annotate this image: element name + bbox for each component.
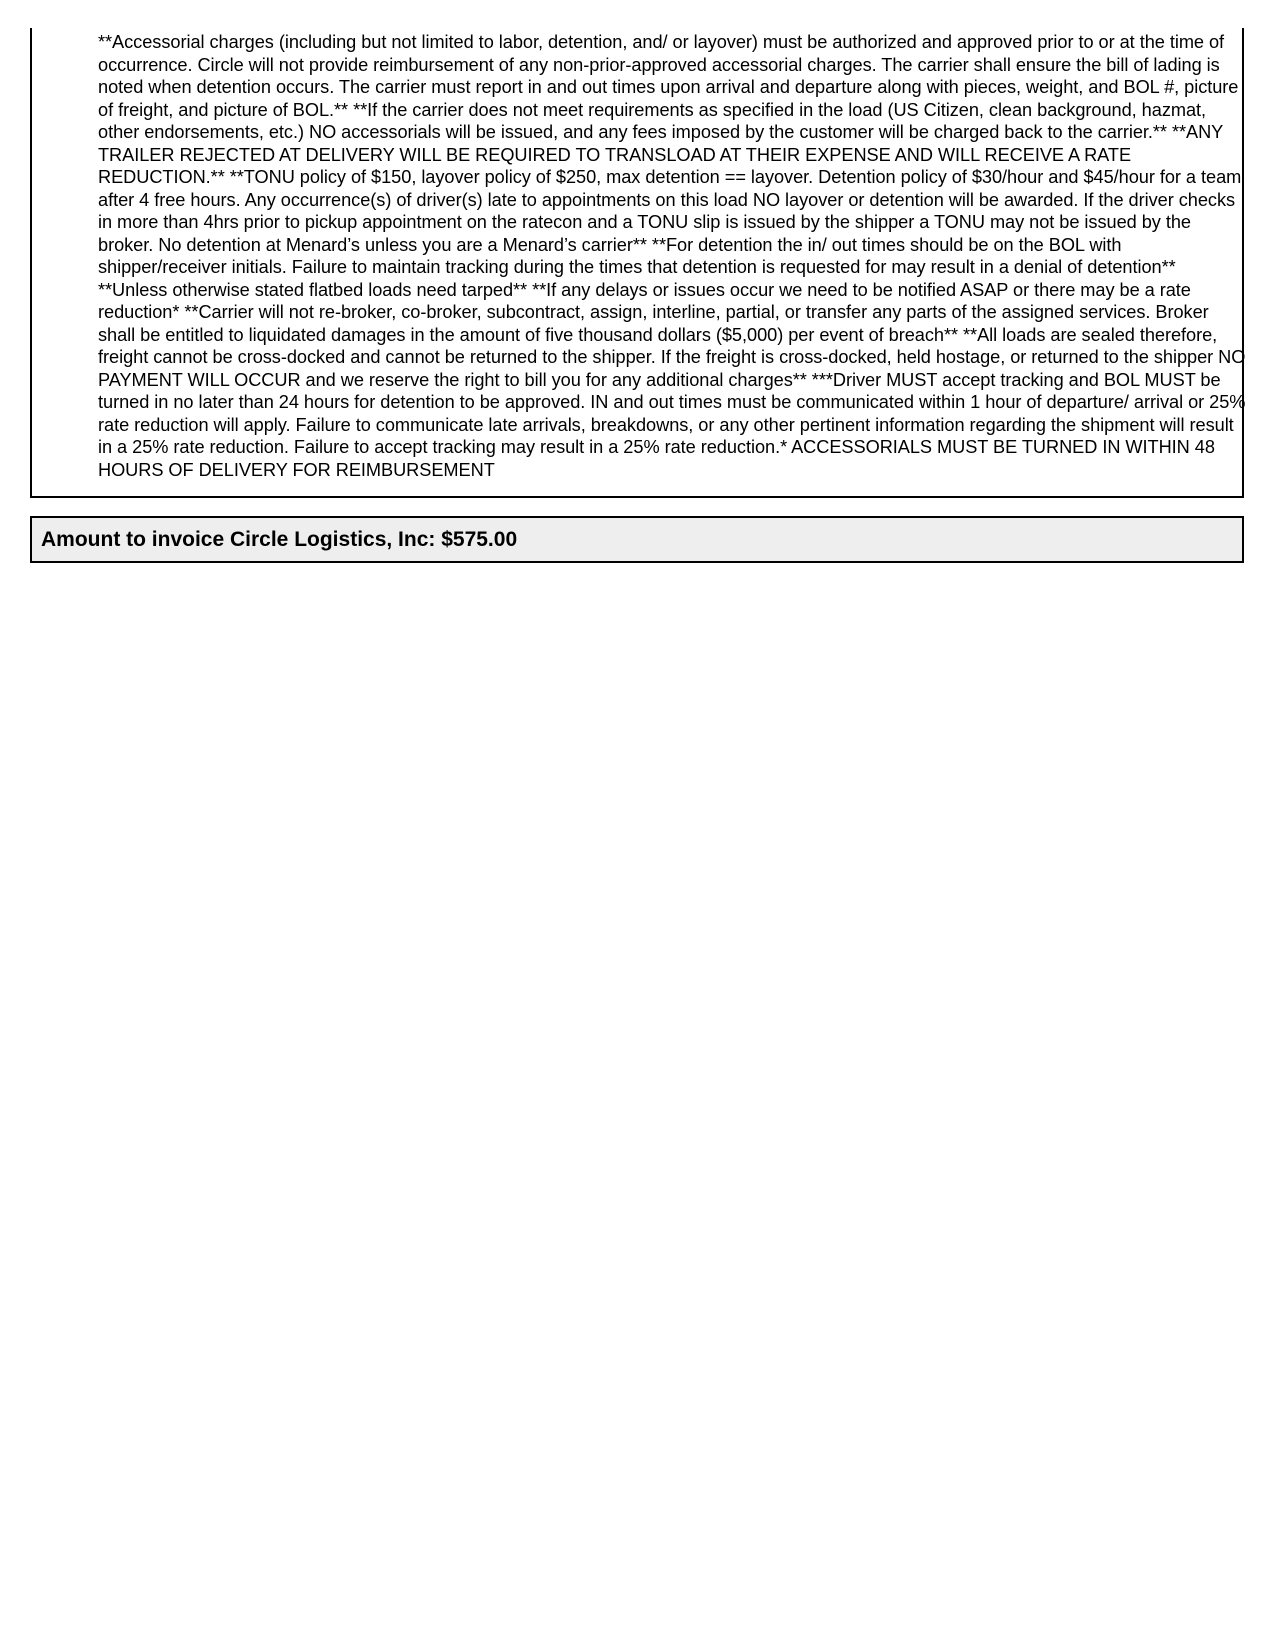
invoice-amount-section (30, 516, 1244, 563)
invoice-amount-text: Amount to invoice Circle Logistics, Inc: $575.00 (41, 528, 518, 551)
accessorial-terms-section (30, 28, 1244, 498)
accessorial-terms-text: **Accessorial charges (including but not limited to labor, detention, and/ or layover) must be authorized and approved prior to or at the time of occurrence. Circle will not provide reimbursement of any non-prior-approved accessorial charges. The carrier shall ensure the bill of lading is noted when detention occurs. The carrier must report in and out times upon arrival and departure along with pieces, weight, and BOL #, picture of freight, and picture of BOL.** **If the carrier does not meet requirements as specified in the load (US Citizen, clean background, hazmat, other endorsements, etc.) NO accessorials will be issued, and any fees imposed by the customer will be charged back to the carrier.** **ANY TRAILER REJECTED AT DELIVERY WILL BE REQUIRED TO TRANSLOAD AT THEIR EXPENSE AND WILL RECEIVE A RATE REDUCTION.** **TONU policy of $150, layover policy of $250, max detention == layover. Detention policy of $30/hour and $45/hour for a team after 4 free hours. Any occurrence(s) of driver(s) late to appointments on this load NO layover or detention will be awarded. If the driver checks in more than 4hrs prior to pickup appointment on the ratecon and a TONU slip is issued by the shipper a TONU may not be issued by the broker. No detention at Menard’s unless you are a Menard’s carrier** **For detention the in/ out times should be on the BOL with shipper/receiver initials. Failure to maintain tracking during the times that detention is requested for may result in a denial of detention** **Unless otherwise stated flatbed loads need tarped** **If any delays or issues occur we need to be notified ASAP or there may be a rate reduction* **Carrier will not re-broker, co-broker, subcontract, assign, interline, partial, or transfer any parts of the assigned services. Broker shall be entitled to liquidated damages in the amount of five thousand dollars ($5,000) per event of breach** **All loads are sealed therefore, freight cannot be cross-docked and cannot be returned to the shipper. If the freight is cross-docked, held hostage, or returned to the shipper NO PAYMENT WILL OCCUR and we reserve the right to bill you for any additional charges** ***Driver MUST accept tracking and BOL MUST be turned in no later than 24 hours for detention to be approved. IN and out times must be communicated within 1 hour of departure/ arrival or 25% rate reduction will apply. Failure to communicate late arrivals, breakdowns, or any other pertinent information regarding the shipment will result in a 25% rate reduction. Failure to accept tracking may result in a 25% rate reduction.* ACCESSORIALS MUST BE TURNED IN WITHIN 48 HOURS OF DELIVERY FOR REIMBURSEMENT (98, 32, 1246, 480)
